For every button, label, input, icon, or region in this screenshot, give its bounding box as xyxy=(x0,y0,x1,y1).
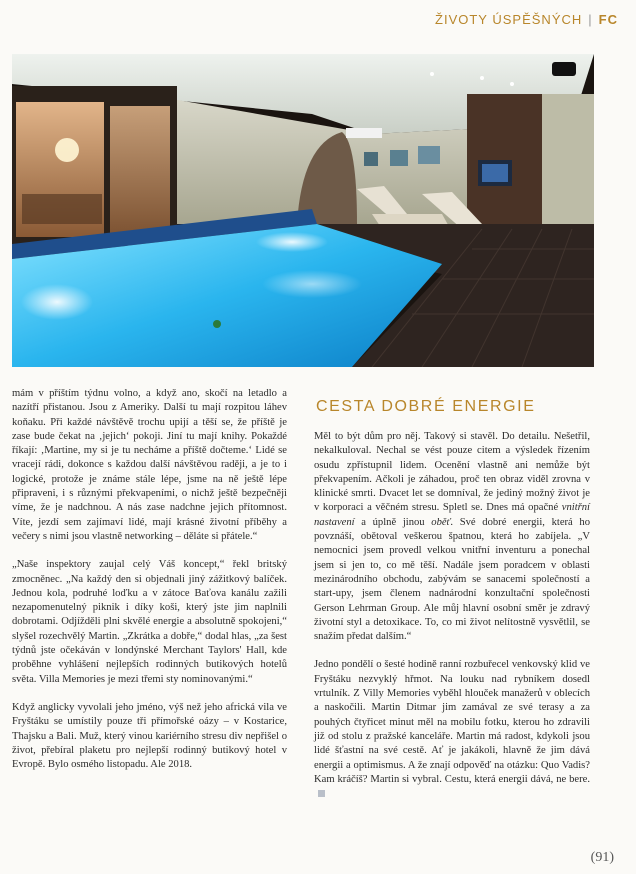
right-paragraph-2 xyxy=(314,658,590,801)
brand-logo: FC xyxy=(598,12,618,27)
right-p1-part-a: Měl to být dům pro něj. Takový si stavěl. Do detailu. Nešetřil, nekalkuloval. Nechal se vést pouze citem a výsledek řízením osudu zpřístupnil lidem. Ocenění vlastně ani nemůže být překvapením. Ačkoli je záhadou, proč ten obraz viděl zrovna v klinické smrti. Dvacet let se domníval, že jediný možný život je v korporaci a věčném stresu. Spletl se. Dnes má opačné xyxy=(314,431,590,514)
page-number: (91) xyxy=(590,850,614,865)
right-p1-part-c: . Své dobré energii, která ho povznáší, obětoval veškerou špatnou, která ho zabíjela. „V nemocnici jsem provedl velkou vnitřní inventuru a ponechal jsem si jen to, co mě těší. Nadále jsem poradcem v oblasti mezinárodního obchodu, zabývám se sanacemi společností a start-upy, jsem členem nadnárodní konzultační společnosti Gerson Lehrman Group. Ale můj hlavní osobní směr je zdravý životní styl a detoxikace. To, co mi život nelítostně vysvětlil, se snažím předat dalším.“ xyxy=(314,516,591,643)
pool-photo xyxy=(12,54,594,367)
section-heading: CESTA DOBRÉ ENERGIE xyxy=(316,398,536,415)
right-p2-text: Jedno pondělí o šesté hodině ranní rozbuřecel venkovský klid ve Fryštáku nezvyklý hřmot. Na louku nad rybníkem dosedl vrtulník. Z Villy Memories vyběhl hlouček manažerů v oblecích a naskočili. Martin Ditmar jim zamával ze své terasy a za pouhých čtyřicet minut měl na mobilu fotku, kterou ho zdravili již od stolu z pražské kanceláře. Martin má radost, kdykoli jsou lidé šťastní na své cestě. Ať je jakákoli, hlavně že jim dává energii a optimismus. A že znají odpověď na otázku: Quo Vadis? Kam kráčíš? Martin si vybral. Cestu, která energii dává, ne bere. xyxy=(314,659,590,785)
left-paragraph-2: „Naše inspektory zaujal celý Váš koncept,“ řekl britský zmocněnec. „Na každý den si objednali jiný zážitkový balíček. Jednou kola, podruhé loďku a v zátoce Baťova kanálu zažili nezapomenutelný piknik i díky koši, který jste jim naplnili dobrotami. Odjížděli plni skvělé energie a absolutně spokojeni,“ slyšel rozechvělý Martin. „Zkrátka a dobře,“ dodal hlas, „za šest týdnů jste očekáván v londýnské Merchant Taylors' Hall, kde proběhne vyhlášení nejlepších rodinných butikových hotelů světa. Villa Memories je mezi třemi sty nominovanými.“ xyxy=(12,559,287,685)
right-p1-emphasis-1: vnitřní nastavení xyxy=(314,502,590,528)
running-header xyxy=(435,12,618,27)
left-column xyxy=(12,387,287,786)
right-paragraph-1 xyxy=(314,430,590,644)
right-p1-emphasis-2: oběť xyxy=(431,516,451,528)
left-paragraph-1: mám v příštím týdnu volno, a když ano, skočí na letadlo a nazítří přistanou. Jsou z Ameriky. Další tu mají rozpitou láhev koňaku. Při každé návštěvě trochu upijí a těší se, že příště je zase bude čekat na ‚jejich‘ pokoji. Jiní tu mají knihy. Pokaždé říkají: ‚Martine, my si je tu necháme a příště dočteme.‘ Lidé se vracejí rádi, dokonce s každou další návštěvou raději, a je to i logické, protože je známe stále lépe, jsme na ně ještě lépe připraveni, i s různými překvapeními, o nichž ještě bezpečněji víme, že je nadchnou. A nás zase nadchne jejich přítomnost. Víte, jezdí sem zajímaví lidé, mají krásné životní příběhy a večery s nimi jsou vlastně networking – děláte si přátele.“ xyxy=(12,388,287,542)
end-mark-icon xyxy=(318,790,325,797)
section-title: ŽIVOTY ÚSPĚŠNÝCH xyxy=(435,12,583,27)
pool-illustration xyxy=(12,54,594,367)
right-p1-part-b: a úplně jinou xyxy=(354,516,432,528)
header-separator: | xyxy=(588,12,593,27)
left-paragraph-3: Když anglicky vyvolali jeho jméno, výš než jeho africká vila ve Fryštáku se umístily pouze tři přímořské oázy – v Kostarice, Thajsku a Bali. Muž, který vinou kariérního stresu div nepřišel o život, přebíral plaketu pro nejlepší rodinný butikový hotel v Evropě. Bylo osmého listopadu. Ale 2018. xyxy=(12,701,287,771)
right-column xyxy=(314,430,590,815)
